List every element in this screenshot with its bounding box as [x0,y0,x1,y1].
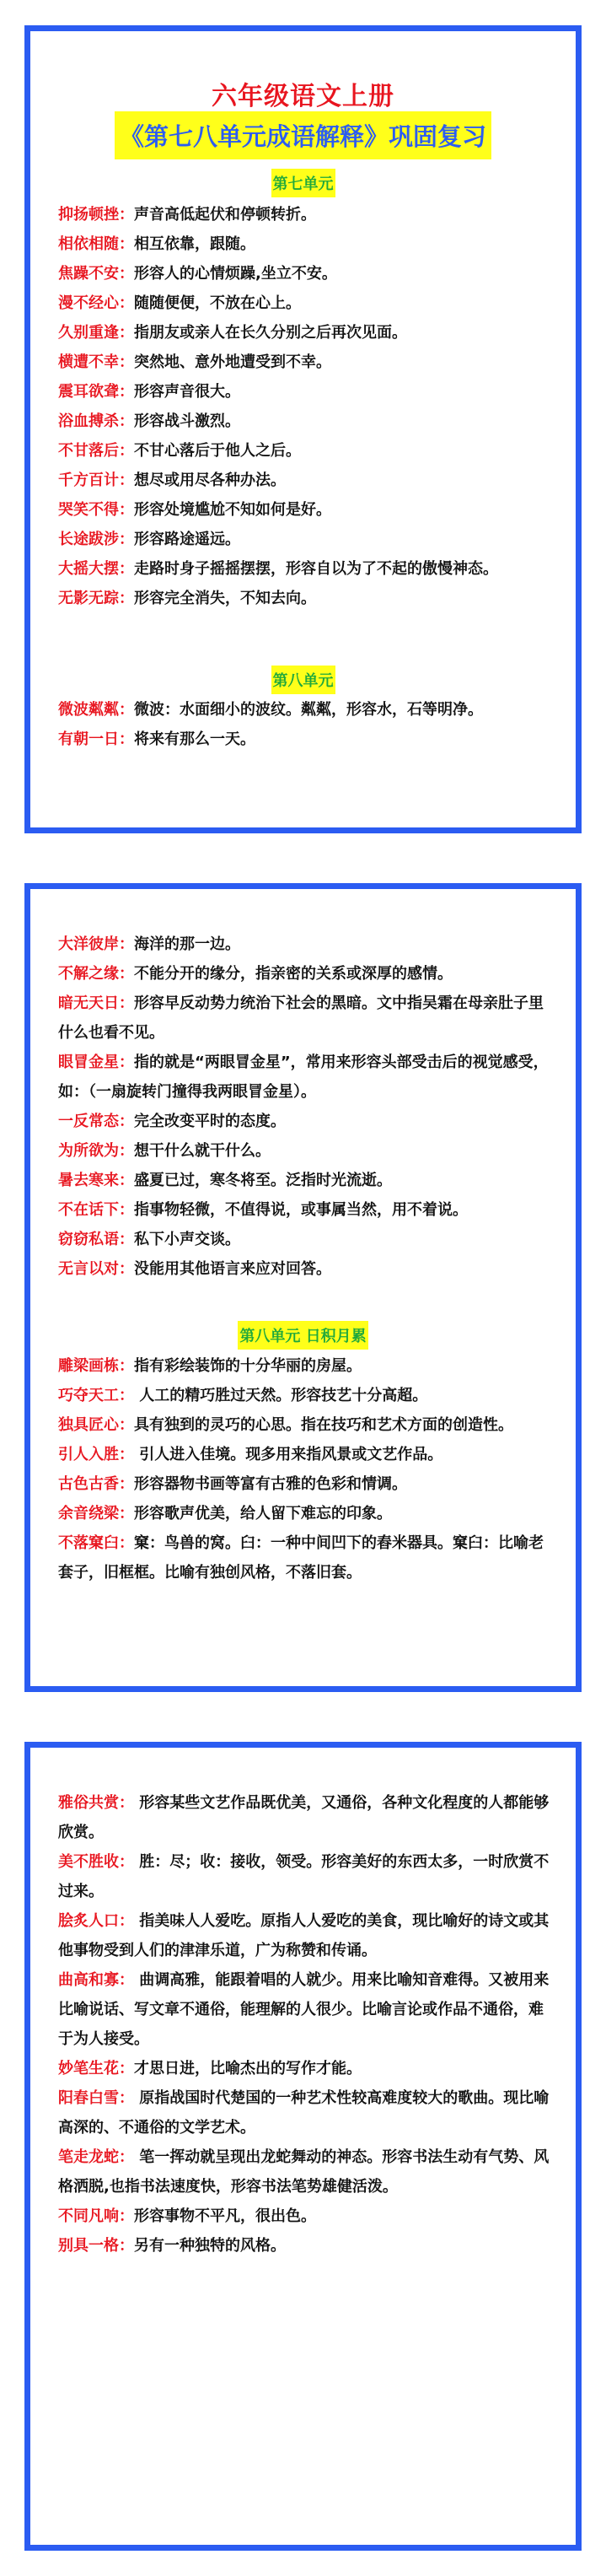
idiom-term: 焦躁不安： [58,265,134,283]
idiom-definition: 突然地、意外地遭受到不幸。 [134,353,331,371]
idiom-term: 抑扬顿挫： [58,206,134,224]
idiom-term: 眼冒金星： [58,1054,134,1071]
idiom-term: 大洋彼岸： [58,935,134,953]
idiom-term: 妙笔生花： [58,2060,134,2078]
idiom-definition: 不能分开的缘分，指亲密的关系或深厚的感情。 [134,965,453,983]
idiom-list-unit-8-a [58,930,550,1284]
idiom-definition: 形容完全消失，不知去向。 [134,590,316,607]
idiom-definition: 形容某些文艺作品既优美，又通俗，各种文化程度的人都能够欣赏。 [58,1794,550,1841]
idiom-entry [58,348,550,377]
idiom-entry [58,1410,550,1440]
page-title: 六年级语文上册 [212,82,394,111]
panel-unit-8-part-1 [24,883,582,1692]
idiom-entry [58,259,550,288]
idiom-entry [58,1195,550,1225]
idiom-entry [58,495,550,525]
idiom-entry [58,1166,550,1195]
idiom-term: 哭笑不得： [58,501,134,519]
idiom-entry [58,466,550,495]
idiom-term: 久别重逢： [58,324,134,342]
idiom-entry [58,1847,550,1906]
idiom-definition: 私下小声交谈。 [134,1231,240,1248]
idiom-definition: 想干什么就干什么。 [134,1142,271,1160]
idiom-definition: 形容歌声优美，给人留下难忘的印象。 [134,1505,392,1522]
idiom-term: 有朝一日： [58,730,134,748]
idiom-definition: 随随便便，不放在心上。 [134,294,301,312]
panel-unit-8-part-2 [24,1742,582,2551]
idiom-definition: 笔一挥动就呈现出龙蛇舞动的神态。形容书法生动有气势、风格洒脱,也指书法速度快，形容书法笔势雄健活泼。 [58,2148,550,2196]
section-heading-unit-8: 第八单元 [271,666,335,694]
idiom-entry [58,1906,550,1965]
idiom-definition: 想尽或用尽各种办法。 [134,472,286,489]
idiom-definition: 窠：鸟兽的窝。臼：一种中间凹下的舂米器具。窠臼：比喻老套子，旧框框。比喻有独创风格，不落旧套。 [58,1534,544,1582]
idiom-entry [58,1136,550,1166]
idiom-definition: 原指战国时代楚国的一种艺术性较高难度较大的歌曲。现比喻高深的、不通俗的文学艺术。 [58,2089,550,2137]
idiom-definition: 盛夏已过，寒冬将至。泛指时光流逝。 [134,1172,392,1189]
idiom-term: 无言以对： [58,1260,134,1278]
idiom-term: 脍炙人口： [58,1912,134,1930]
idiom-list-daily-accumulation [58,1351,550,1587]
idiom-term: 暑去寒来： [58,1172,134,1189]
idiom-term: 相依相随： [58,235,134,253]
idiom-definition: 胜：尽；收：接收，领受。形容美好的东西太多，一时欣赏不过来。 [58,1853,550,1900]
idiom-definition: 指朋友或亲人在长久分别之后再次见面。 [134,324,407,342]
idiom-term: 独具匠心： [58,1416,134,1434]
idiom-term: 长途跋涉： [58,531,134,548]
section-heading-unit-7: 第七单元 [271,169,335,197]
idiom-definition: 指有彩绘装饰的十分华丽的房屋。 [134,1357,362,1375]
idiom-term: 窃窃私语： [58,1231,134,1248]
idiom-term: 不甘落后： [58,442,134,460]
idiom-entry [58,200,550,229]
idiom-term: 不解之缘： [58,965,134,983]
idiom-entry [58,554,550,584]
idiom-entry [58,1254,550,1284]
idiom-entry [58,2142,550,2201]
idiom-term: 雕梁画栋： [58,1357,134,1375]
idiom-term: 不在话下： [58,1201,134,1219]
idiom-term: 笔走龙蛇： [58,2148,134,2166]
idiom-entry [58,584,550,613]
idiom-entry [58,1469,550,1499]
idiom-definition: 形容路途遥远。 [134,531,240,548]
idiom-definition: 不甘心落后于他人之后。 [134,442,301,460]
idiom-entry [58,1440,550,1469]
idiom-entry [58,2054,550,2083]
idiom-entry [58,318,550,348]
idiom-term: 横遭不幸： [58,353,134,371]
idiom-term: 雅俗共赏： [58,1794,134,1812]
idiom-term: 浴血搏杀： [58,412,134,430]
idiom-term: 一反常态： [58,1113,134,1130]
idiom-entry [58,959,550,989]
idiom-term: 千方百计： [58,472,134,489]
idiom-term: 别具一格： [58,2237,134,2255]
idiom-entry [58,1107,550,1136]
idiom-term: 曲高和寡： [58,1971,134,1989]
idiom-entry [58,377,550,407]
idiom-entry [58,407,550,436]
idiom-definition: 另有一种独特的风格。 [134,2237,286,2255]
idiom-definition: 形容早反动势力统治下社会的黑暗。文中指吴霜在母亲肚子里什么也看不见。 [58,994,544,1042]
idiom-definition: 形容战斗激烈。 [134,412,240,430]
idiom-entry [58,1351,550,1381]
idiom-entry [58,1048,550,1107]
idiom-definition: 具有独到的灵巧的心思。指在技巧和艺术方面的创造性。 [134,1416,513,1434]
idiom-definition: 完全改变平时的态度。 [134,1113,286,1130]
idiom-entry [58,436,550,466]
idiom-term: 阳春白雪： [58,2089,134,2107]
idiom-entry [58,1528,550,1587]
idiom-definition: 形容人的心情烦躁,坐立不安。 [134,265,337,283]
idiom-term: 微波粼粼： [58,701,134,719]
idiom-definition: 声音高低起伏和停顿转折。 [134,206,316,224]
section-heading-daily-accumulation: 第八单元 日积月累 [238,1321,367,1350]
idiom-definition: 指事物轻微，不值得说，或事属当然，用不着说。 [134,1201,468,1219]
idiom-definition: 指美味人人爱吃。原指人人爱吃的美食，现比喻好的诗文或其他事物受到人们的津津乐道，广为称赞和传诵。 [58,1912,550,1959]
idiom-entry [58,989,550,1048]
idiom-entry [58,1965,550,2054]
idiom-definition: 海洋的那一边。 [134,935,240,953]
idiom-term: 不落窠臼： [58,1534,134,1552]
idiom-definition: 形容处境尴尬不知如何是好。 [134,501,331,519]
idiom-definition: 引人进入佳境。现多用来指风景或文艺作品。 [134,1446,443,1463]
idiom-entry [58,725,550,754]
idiom-definition: 才思日进，比喻杰出的写作才能。 [134,2060,362,2078]
idiom-term: 暗无天日： [58,994,134,1012]
idiom-entry [58,2201,550,2231]
idiom-entry [58,2083,550,2142]
idiom-definition: 形容事物不平凡，很出色。 [134,2207,316,2225]
idiom-definition: 将来有那么一天。 [134,730,255,748]
idiom-term: 大摇大摆： [58,560,134,578]
idiom-term: 不同凡响： [58,2207,134,2225]
idiom-term: 震耳欲聋： [58,383,134,401]
idiom-entry [58,930,550,959]
panel-unit-7 [24,25,582,833]
idiom-term: 漫不经心： [58,294,134,312]
idiom-term: 为所欲为： [58,1142,134,1160]
idiom-entry [58,1225,550,1254]
idiom-list-unit-7 [58,200,550,613]
idiom-definition: 没能用其他语言来应对回答。 [134,1260,331,1278]
idiom-entry [58,288,550,318]
idiom-term: 余音绕梁： [58,1505,134,1522]
idiom-list-unit-8 [58,695,550,754]
idiom-term: 美不胜收： [58,1853,134,1871]
idiom-entry [58,1788,550,1847]
idiom-definition: 形容声音很大。 [134,383,240,401]
idiom-term: 引人入胜： [58,1446,134,1463]
idiom-definition: 形容器物书画等富有古雅的色彩和情调。 [134,1475,407,1493]
idiom-term: 古色古香： [58,1475,134,1493]
idiom-definition: 指的就是“两眼冒金星”，常用来形容头部受击后的视觉感受，如：（一扇旋转门撞得我两眼冒金星）。 [58,1054,549,1101]
idiom-term: 巧夺天工： [58,1387,134,1404]
idiom-entry [58,1381,550,1410]
idiom-term: 无影无踪： [58,590,134,607]
idiom-definition: 相互依靠，跟随。 [134,235,255,253]
idiom-entry [58,2231,550,2261]
idiom-definition: 曲调高雅，能跟着唱的人就少。用来比喻知音难得。又被用来比喻说话、写文章不通俗，能理解的人很少。比喻言论或作品不通俗，难于为人接受。 [58,1971,550,2048]
page-subtitle: 《第七八单元成语解释》巩固复习 [115,111,491,159]
idiom-entry [58,695,550,725]
idiom-entry [58,525,550,554]
idiom-definition: 走路时身子摇摇摆摆，形容自以为了不起的傲慢神态。 [134,560,498,578]
idiom-entry [58,1499,550,1528]
idiom-entry [58,229,550,259]
idiom-definition: 微波：水面细小的波纹。粼粼，形容水，石等明净。 [134,701,483,719]
idiom-definition: 人工的精巧胜过天然。形容技艺十分高超。 [134,1387,428,1404]
idiom-list-unit-8-b [58,1788,550,2261]
